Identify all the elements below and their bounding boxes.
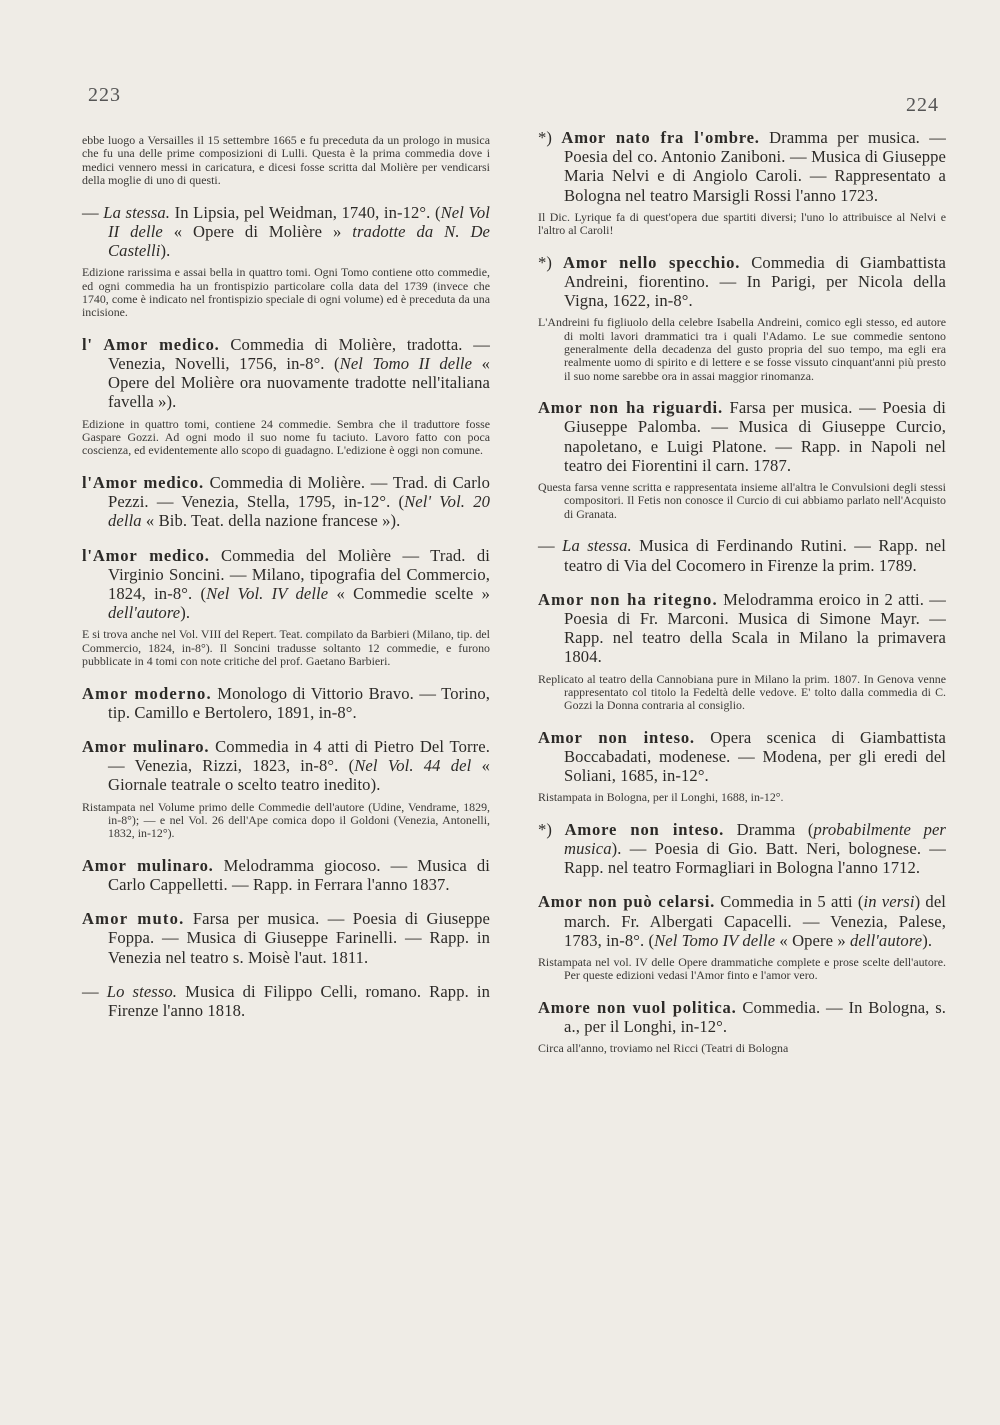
entry-title: Amor non ha ritegno. — [538, 589, 718, 609]
entry-title: Amore non vuol politica. — [538, 997, 737, 1017]
entry-heading: — La stessa. Musica di Ferdinando Rutini. — Rapp. nel teatro di Via del Cocomero in Firenze la prim. 1789. — [538, 536, 946, 575]
entry-amor-nello-specchio — [538, 253, 946, 384]
entry-heading: — La stessa. In Lipsia, pel Weidman, 1740, in-12°. (Nel Vol II delle « Opere di Molière » tradotte da N. De Castelli). — [82, 202, 490, 261]
entry-note: L'Andreini fu figliuolo della celebre Isabella Andreini, comico egli stesso, ed autore di molti lavori drammatici tra i quali l'Adamo. Le sue commedie sentono generalmente della decadenza del gusto propria del suo tempo, ma egli era realmente uomo di spirito e di lettere e se fosse vissuto cinquant'anni più presto il suo nome sarebbe ora in assai maggior rinomanza. — [538, 315, 946, 383]
entry-note: E si trova anche nel Vol. VIII del Repert. Teat. compilato da Barbieri (Milano, tip. del Commercio, 1824, in-8°). Il Soncini tradusse soltanto 12 commedie, e furono pubblicate in 4 tomi con note critiche del prof. Gaetano Barbieri. — [82, 627, 490, 669]
entry-lo-stesso — [82, 982, 490, 1020]
entry-title: Amor nello specchio. — [563, 252, 741, 272]
entry-amor-non-ha-riguardi — [538, 398, 946, 521]
page-number-right: 224 — [906, 94, 939, 116]
entry-amor-medico-1795 — [82, 473, 490, 531]
left-column — [82, 128, 490, 1035]
entry-title: Amor moderno. — [82, 683, 212, 703]
entry-note: Ristampata in Bologna, per il Longhi, 1688, in-12°. — [538, 790, 784, 805]
entry-amore-non-inteso — [538, 820, 946, 878]
entry-heading: Amor mulinaro. Commedia in 4 atti di Pietro Del Torre. — Venezia, Rizzi, 1823, in-8°. (Nel Vol. 44 del « Giornale teatrale o scelto teatro inedito). — [82, 736, 490, 795]
entry-note: Edizione in quattro tomi, contiene 24 commedie. Sembra che il traduttore fosse Gaspare Gozzi. Ad ogni modo il suo nome fu taciuto. Lavoro fatto con poca coscienza, ed evidentemente allo scopo di guadagno. L'edizione è oggi non comune. — [82, 416, 490, 458]
entry-heading: Amor muto. Farsa per musica. — Poesia di Giuseppe Foppa. — Musica di Giuseppe Farinelli. — Rapp. in Venezia nel teatro s. Moisè l'aut. 1811. — [82, 909, 491, 967]
page-number-left: 223 — [88, 84, 121, 106]
entry-note: Circa all'anno, troviamo nel Ricci (Teatri di Bologna — [538, 1041, 789, 1056]
entry-heading: Amor non ha ritegno. Melodramma eroico in 2 atti. — Poesia di Fr. Marconi. Musica di Simone Mayr. — Rapp. nel teatro della Scala in Milano la primavera 1804. — [538, 589, 946, 667]
entry-title: Amor non ha riguardi. — [538, 398, 723, 418]
entry-heading: *) Amor nato fra l'ombre. Dramma per musica. — Poesia del co. Antonio Zaniboni. — Musica di Giuseppe Maria Nelvi e di Angiolo Caroli. — Rappresentato a Bologna nel teatro Marsigli Rossi l'anno 1723. — [538, 128, 946, 205]
entry-title: Amor mulinaro. — [82, 736, 210, 756]
entry-heading: — Lo stesso. Musica di Filippo Celli, romano. Rapp. in Firenze l'anno 1818. — [82, 981, 490, 1020]
entry-note: Il Dic. Lyrique fa di quest'opera due spartiti diversi; l'uno lo attribuisce al Nelvi e l'altro al Caroli! — [538, 209, 946, 238]
entry-amor-mulinaro-1837 — [82, 856, 490, 894]
entry-title: l' Amor medico. — [82, 334, 220, 354]
entry-note: Replicato al teatro della Cannobiana pure in Milano la prim. 1807. In Genova venne rappresentato col titolo la Fedeltà delle vedove. E' tolto dalla commedia di C. Gozzi la Donna contraria al consiglio. — [538, 671, 946, 713]
entry-title: Amor muto. — [82, 909, 185, 929]
entry-la-stessa-lipsia — [82, 203, 490, 320]
entry-amor-muto — [82, 909, 490, 967]
entry-heading: Amor non può celarsi. Commedia in 5 atti (in versi) del march. Fr. Albergati Capacelli. — Venezia, Palese, 1783, in-8°. (Nel Tomo IV delle « Opere » dell'autore). — [538, 892, 946, 950]
entry-amor-non-puo-celarsi — [538, 892, 946, 982]
right-column — [538, 128, 946, 1071]
entry-amor-medico-note-continued — [82, 134, 490, 188]
entry-title: Amor nato fra l'ombre. — [561, 128, 760, 147]
entry-amore-non-vuol-politica — [538, 998, 946, 1056]
entry-title: Amore non inteso. — [564, 819, 725, 839]
entry-note: Ristampata nel vol. IV delle Opere drammatiche complete e prose scelte dell'autore. Per queste edizioni vedasi l'Amor finto e l'amor vero. — [538, 954, 946, 983]
entry-heading: Amor non ha riguardi. Farsa per musica. — Poesia di Giuseppe Palomba. — Musica di Giuseppe Curcio, napoletano, e Luigi Platone. — Rapp. in Napoli nel teatro dei Fiorentini il carn. 1787. — [538, 398, 947, 475]
entry-heading: Amor mulinaro. Melodramma giocoso. — Musica di Carlo Cappelletti. — Rapp. in Ferrara l'anno 1837. — [82, 855, 490, 894]
entry-heading: l'Amor medico. Commedia del Molière — Trad. di Virginio Soncini. — Milano, tipografia del Commercio, 1824, in-8°. (Nel Vol. IV delle « Commedie scelte » dell'autore). — [82, 545, 491, 623]
entry-amor-nato-fra-lombre — [538, 128, 946, 238]
entry-title: l'Amor medico. — [82, 545, 210, 565]
entry-note: Edizione rarissima e assai bella in quattro tomi. Ogni Tomo contiene otto commedie, ed ogni commedia ha un frontispizio particolare colla data del 1739 (invece che 1740, come è indicato nel frontispizio speciale di ogni volume) ed è preceduta da una incisione. — [82, 265, 490, 320]
entry-amor-moderno — [82, 684, 490, 722]
entry-amor-non-ha-ritegno — [538, 590, 946, 713]
entry-heading: Amor non inteso. Opera scenica di Giambattista Boccabadati, modenese. — Modena, per gli eredi del Soliani, 1685, in-12°. — [538, 727, 947, 786]
entry-heading: l' Amor medico. Commedia di Molière, tradotta. — Venezia, Novelli, 1756, in-8°. (Nel Tomo II delle « Opere del Molière ora nuovamente tradotte nell'italiana favella »). — [82, 334, 491, 412]
entry-note: ebbe luogo a Versailles il 15 settembre 1665 e fu preceduta da un prologo in musica che fu una delle prime composizioni di Lulli. Questa è la prima commedia dove i medici vennero messi in caricatura, e dicesi fosse scritta dal Molière per vendicarsi della moglie di uno di questi. — [82, 133, 490, 188]
entry-note: Questa farsa venne scritta e rappresentata insieme all'altra le Convulsioni degli stessi compositori. Il Fetis non conosce il Curcio di cui abbiamo parlato nell'Acquisto di Granata. — [538, 480, 946, 521]
entry-amor-non-inteso — [538, 728, 946, 805]
entry-heading: Amor moderno. Monologo di Vittorio Bravo. — Torino, tip. Camillo e Bertolero, 1891, in-8°. — [82, 683, 490, 722]
entry-amor-mulinaro-1823 — [82, 737, 490, 841]
entry-heading: *) Amore non inteso. Dramma (probabilmente per musica). — Poesia di Gio. Batt. Neri, bolognese. — Rapp. nel teatro Formagliari in Bologna l'anno 1712. — [538, 819, 946, 878]
entry-note: Ristampata nel Volume primo delle Commedie dell'autore (Udine, Vendrame, 1829, in-8°); — e nel Vol. 26 dell'Ape comica dopo il Goldoni (Venezia, Antonelli, 1832, in-12°). — [82, 799, 490, 841]
entry-amor-medico-1756 — [82, 335, 490, 458]
entry-heading: *) Amor nello specchio. Commedia di Giambattista Andreini, fiorentino. — In Parigi, per Nicola della Vigna, 1622, in-8°. — [538, 252, 946, 311]
entry-amor-medico-1824 — [82, 546, 490, 669]
entry-la-stessa-rutini — [538, 536, 946, 574]
entry-title: l'Amor medico. — [82, 472, 204, 492]
entry-title: Amor non può celarsi. — [538, 892, 716, 912]
entry-title: Amor mulinaro. — [82, 855, 214, 875]
entry-heading: l'Amor medico. Commedia di Molière. — Trad. di Carlo Pezzi. — Venezia, Stella, 1795, in-12°. (Nel' Vol. 20 della « Bib. Teat. della nazione francese »). — [82, 472, 490, 531]
entry-title: Amor non inteso. — [538, 727, 695, 747]
entry-heading: Amore non vuol politica. Commedia. — In Bologna, s. a., per il Longhi, in-12°. — [538, 997, 946, 1036]
